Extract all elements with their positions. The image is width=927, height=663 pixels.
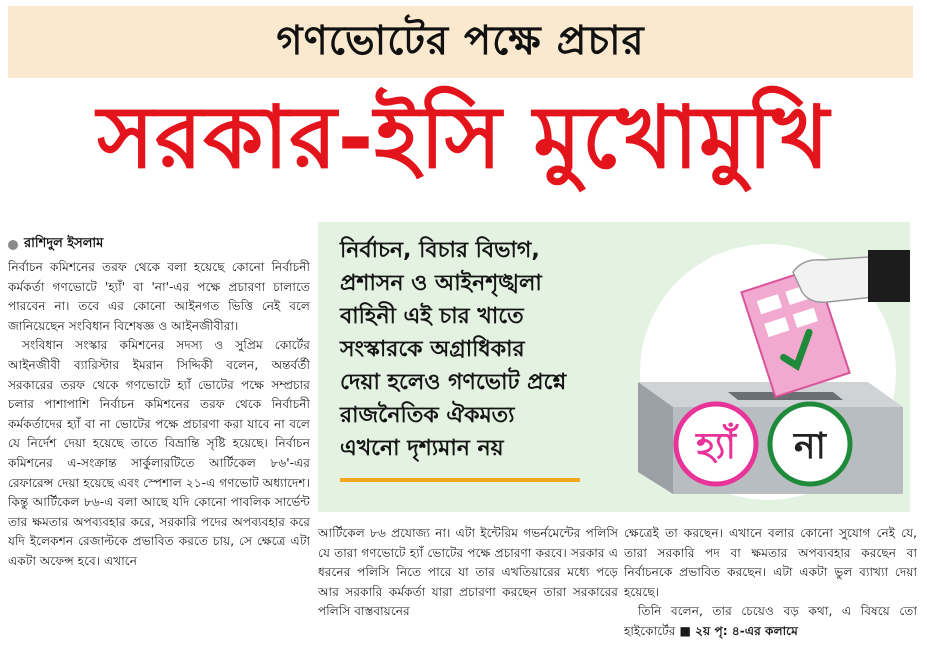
- byline: [8, 234, 103, 255]
- kicker: গণভোটের পক্ষে প্রচার: [276, 17, 645, 64]
- article-column-3: [624, 524, 917, 654]
- info-line: দেয়া হলেও গণভোট প্রশ্নে: [340, 370, 567, 395]
- continued-jump-link[interactable]: ■ ২য় পৃ: ৪-এর কলামে: [679, 623, 798, 638]
- ballot-illustration: [618, 232, 910, 508]
- article-paragraph: আর্টিকেল ৮৬ প্রযোজ্য না। এটা ইন্টেরিম গভর্নমেন্টের পলিসি যে তারা গণভোটে হ্যাঁ ভোটের পক্ষে প্রচারণা করবে। সরকার এ ধরনের পলিসি নিতে পারে যা তার এখতিয়ারের মধ্যে পড়ে আর সরকারি কর্মকর্তা যারা প্রচারণা করছেন তারা সরকারের পলিসি বাস্তবায়নের: [318, 526, 618, 619]
- article-paragraph: নির্বাচন কমিশনের তরফ থেকে বলা হয়েছে কোনো নির্বাচনী কর্মকর্তা গণভোটে 'হ্যাঁ' বা 'না'-এর পক্ষে প্রচারণা চালাতে পারবেন না। তবে এর কোনো আইনগত ভিত্তি নেই বলে জানিয়েছেন সংবিধান বিশেষজ্ঞ ও আইনজীবীরা।: [8, 260, 310, 333]
- info-line: এখনো দৃশ্যমান নয়: [340, 436, 504, 461]
- byline-bullet-icon: [8, 240, 18, 250]
- info-line: প্রশাসন ও আইনশৃঙ্খলা: [340, 271, 542, 296]
- info-box-text: [340, 234, 640, 465]
- article-column-1: [8, 258, 310, 650]
- article-paragraph: ক্ষেত্রেই তা করছেন। এখানে বলার কোনো সুযোগ নেই যে, তারা সরকারি পদ বা ক্ষমতার অপব্যবহার করছেন বা নির্বাচনকে প্রভাবিত করছেন। এটা একটা ভুল ব্যাখ্যা দেয়া হয়েছে।: [624, 526, 917, 599]
- headline: সরকার-ইসি মুখোমুখি: [97, 87, 830, 188]
- article-column-2: [318, 524, 618, 654]
- yes-label: হ্যাঁ: [696, 426, 736, 467]
- info-line: রাজনৈতিক ঐকমত্য: [340, 403, 515, 428]
- sleeve: [868, 250, 910, 302]
- info-line: নির্বাচন, বিচার বিভাগ,: [340, 238, 540, 263]
- info-box: [318, 222, 910, 512]
- byline-author: রাশিদুল ইসলাম: [24, 236, 104, 251]
- accent-rule: [340, 478, 580, 482]
- article-paragraph: সংবিধান সংস্কার কমিশনের সদস্য ও সুপ্রিম কোর্টের আইনজীবী ব্যারিস্টার ইমরান সিদ্দিকী বলেন, অন্তর্বর্তী সরকারের তরফ থেকে গণভোটে হ্যাঁ ভোটের পক্ষে সম্প্রচার চলার পাশাপাশি নির্বাচন কমিশনের তরফ থেকে নির্বাচনী কর্মকর্তাদের হ্যাঁ বা না ভোটের পক্ষে প্রচারণা করা যাবে না বলে যে নির্দেশ দেয়া হয়েছে তাতে বিভ্রান্তি সৃষ্টি হয়েছে। নির্বাচন কমিশনের এ-সংক্রান্ত সার্কুলারটিতে আর্টিকেল ৮৬'-এর রেফারেন্স দেয়া হয়েছে এবং স্পেশাল ২১-এ গণভোট অধ্যাদেশ। কিন্তু আর্টিকেল ৮৬-এ বলা আছে যদি কোনো পাবলিক সার্ভেন্ট তার ক্ষমতার অপব্যবহার করে, সরকারি পদের অপব্যবহার করে যদি ইলেকশন রেজাল্টকে প্রভাবিত করতে চায়, সে ক্ষেত্রে এটা একটা অফেন্স হবে। এখানে: [8, 338, 310, 568]
- article-paragraph: [624, 602, 917, 641]
- info-line: সংস্কারকে অগ্রাধিকার: [340, 337, 525, 362]
- no-label: না: [794, 426, 826, 467]
- kicker-band: [8, 6, 913, 78]
- article-text: তিনি বলেন, তার চেয়েও বড় কথা, এ বিষয়ে তো হাইকোর্টের: [624, 604, 917, 638]
- info-line: বাহিনী এই চার খাতে: [340, 304, 524, 329]
